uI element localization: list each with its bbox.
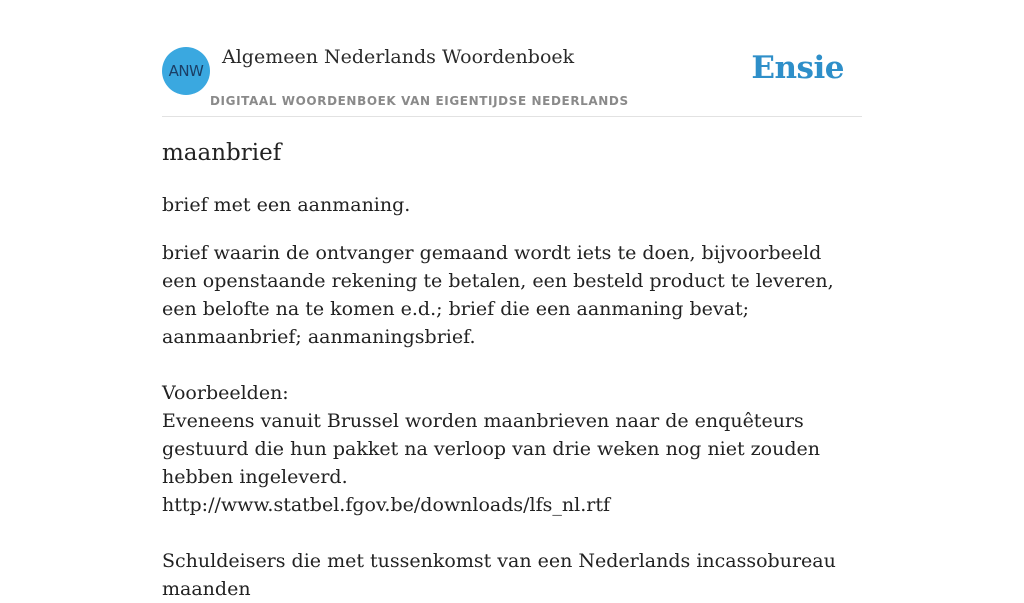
entry-body — [162, 239, 862, 603]
page — [162, 0, 862, 600]
short-definition: brief met een aanmaning. — [162, 194, 411, 216]
site-title[interactable]: Algemeen Nederlands Woordenboek — [222, 46, 575, 68]
headword: maanbrief — [162, 140, 282, 166]
example-source: http://www.statbel.fgov.be/downloads/lfs_nl.rtf — [162, 494, 611, 516]
example-text: Eveneens vanuit Brussel worden maanbrieven naar de enquêteurs gestuurd die hun pakket na verloop van drie weken nog niet zouden hebben ingeleverd. — [162, 410, 821, 488]
examples-label: Voorbeelden: — [162, 382, 289, 404]
ensie-logo[interactable]: Ensie — [751, 50, 844, 86]
site-subtitle: DIGITAAL WOORDENBOEK VAN EIGENTIJDSE NEDERLANDS — [210, 94, 629, 108]
spacer — [162, 351, 862, 379]
long-definition: brief waarin de ontvanger gemaand wordt iets te doen, bijvoorbeeld een openstaande rekening te betalen, een besteld product te leveren, een belofte na te komen e.d.; brief die een aanmaning bevat; aanmaanbrief; aanmaningsbrief. — [162, 242, 834, 348]
example-text: Schuldeisers die met tussenkomst van een Nederlands incassobureau maanden — [162, 550, 836, 600]
site-header — [162, 0, 862, 117]
spacer — [162, 519, 862, 547]
anw-logo[interactable]: ANW — [162, 47, 210, 95]
